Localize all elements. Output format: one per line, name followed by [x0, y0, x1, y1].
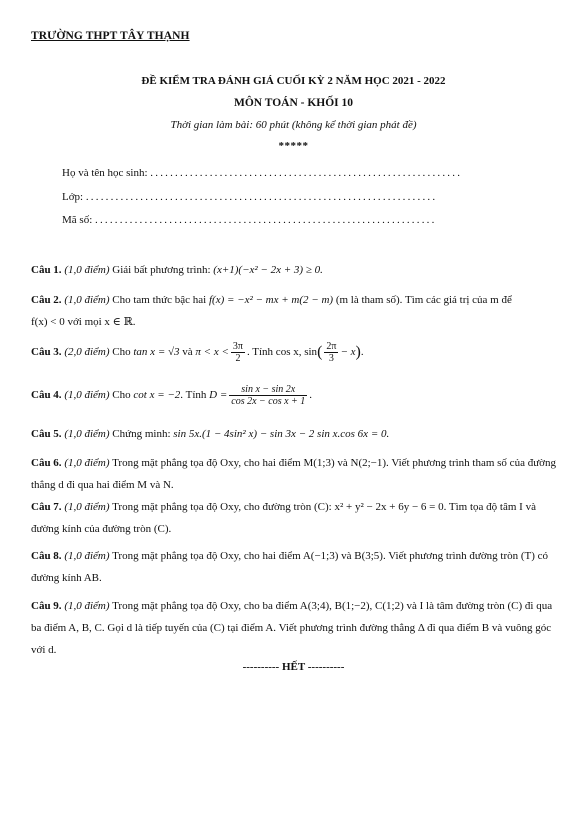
- math-expression: sin 5x.(1 − 4sin² x) − sin 3x − 2 sin x.cos 6x = 0.: [173, 428, 390, 440]
- question-number: Câu 2.: [31, 294, 62, 306]
- stars-divider: *****: [278, 140, 309, 152]
- question-7: [31, 496, 558, 540]
- student-id-label: Mã số:: [62, 214, 93, 226]
- question-number: Câu 9.: [31, 600, 62, 612]
- math-expression: D =: [209, 389, 228, 402]
- fraction: $\frac{2\pi}{3}$: [326, 341, 337, 364]
- question-number: Câu 6.: [31, 457, 62, 469]
- question-text: Trong mặt phẳng tọa độ Oxy, cho đường tròn (C): x² + y² − 2x + 6y − 6 = 0. Tìm tọa độ tâm I và đường kính của đường tròn (C).: [31, 501, 536, 535]
- question-points: (2,0 điểm): [64, 346, 110, 359]
- question-points: (1,0 điểm): [64, 600, 110, 612]
- question-points: (1,0 điểm): [64, 457, 110, 469]
- question-text: Cho: [112, 389, 131, 402]
- question-number: Câu 7.: [31, 501, 62, 513]
- question-points: (1,0 điểm): [64, 389, 110, 402]
- question-text: Cho tam thức bậc hai: [112, 294, 207, 306]
- math-expression: π < x <: [195, 346, 229, 359]
- math-expression: (x+1)(−x² − 2x + 3) ≥ 0.: [213, 264, 323, 276]
- question-number: Câu 5.: [31, 428, 62, 440]
- question-points: (1,0 điểm): [64, 550, 110, 562]
- question-text: . Tính cos x, sin: [246, 346, 318, 359]
- question-text: Trong mặt phẳng tọa độ Oxy, cho ba điểm A(3;4), B(1;−2), C(1;2) và I là tâm đường tròn (C) đi qua ba điểm A, B, C. Gọi d là tiếp tuyến của (C) tại điểm A. Viết phương trình đường thẳng Δ đi qua điểm B và vuông góc với d.: [31, 600, 553, 656]
- question-2: [31, 289, 558, 333]
- school-name: TRƯỜNG THPT TÂY THẠNH: [31, 30, 190, 42]
- question-points: (1,0 điểm): [64, 264, 110, 276]
- question-points: (1,0 điểm): [64, 294, 110, 306]
- question-text: Trong mặt phẳng tọa độ Oxy, cho hai điểm M(1;3) và N(2;−1). Viết phương trình tham số của đường thẳng d đi qua hai điểm M và N.: [31, 457, 556, 491]
- question-number: Câu 3.: [31, 346, 62, 359]
- student-id-field: [62, 214, 437, 226]
- math-expression: cot x = −2: [133, 389, 181, 402]
- dotted-line: .....................................................................: [95, 214, 437, 226]
- class-label: Lớp:: [62, 191, 84, 203]
- dotted-line: .......................................................................: [85, 191, 438, 203]
- question-text: . Tính: [180, 389, 207, 402]
- time-note: Thời gian làm bài: 60 phút (không kể thời gian phát đề): [170, 119, 417, 131]
- question-9: [31, 595, 558, 661]
- student-name-field: [62, 167, 462, 179]
- paren: (: [317, 343, 323, 361]
- question-1: [31, 259, 558, 281]
- question-number: Câu 4.: [31, 389, 62, 402]
- end-marker: ---------- HẾT ----------: [242, 661, 345, 673]
- question-number: Câu 1.: [31, 264, 62, 276]
- question-points: (1,0 điểm): [64, 428, 110, 440]
- math-expression: − x: [340, 346, 356, 359]
- exam-title: ĐỀ KIỂM TRA ĐÁNH GIÁ CUỐI KỲ 2 NĂM HỌC 2021 - 2022: [141, 75, 446, 87]
- question-8: [31, 545, 558, 589]
- question-number: Câu 8.: [31, 550, 62, 562]
- subject-title: MÔN TOÁN - KHỐI 10: [233, 97, 354, 109]
- math-expression: tan x = √3: [133, 346, 180, 359]
- student-name-label: Họ và tên học sinh:: [62, 167, 148, 179]
- fraction: $\frac{\text{sin x − sin 2x}}{\text{cos 2x − cos x + 1}}$: [231, 384, 306, 407]
- question-text: Giải bất phương trình:: [112, 264, 211, 276]
- question-5: [31, 423, 558, 445]
- math-expression: f(x) = −x² − mx + m(2 − m): [208, 294, 334, 306]
- fraction: $\frac{3\pi}{2}$: [232, 341, 243, 364]
- dotted-line: ...............................................................: [150, 167, 463, 179]
- question-text-2: (m là tham số). Tìm các giá trị của m để: [335, 294, 512, 306]
- question-text: Cho: [112, 346, 131, 359]
- question-text: Trong mặt phẳng tọa độ Oxy, cho hai điểm A(−1;3) và B(3;5). Viết phương trình đường tròn (T) có đường kính AB.: [31, 550, 549, 584]
- class-field: [62, 191, 437, 203]
- question-text: Chứng minh:: [112, 428, 171, 440]
- paren: ): [355, 343, 361, 361]
- question-3: Câu 3. (2,0 điểm) Cho tan x = √3 và π < x < $\frac{3\pi}{2}$ . Tính cos x, sin( $\frac{2\pi}{3}$ − x).: [31, 341, 364, 364]
- question-4: Câu 4. (1,0 điểm) Cho cot x = −2. Tính D = $\frac{\text{sin x − sin 2x}}{\text{cos 2x − cos x + 1}}$ .: [31, 384, 313, 407]
- question-points: (1,0 điểm): [64, 501, 110, 513]
- question-text: và: [182, 346, 193, 359]
- question-line-2: f(x) < 0 với mọi x ∈ ℝ.: [31, 316, 136, 328]
- question-6: [31, 452, 558, 496]
